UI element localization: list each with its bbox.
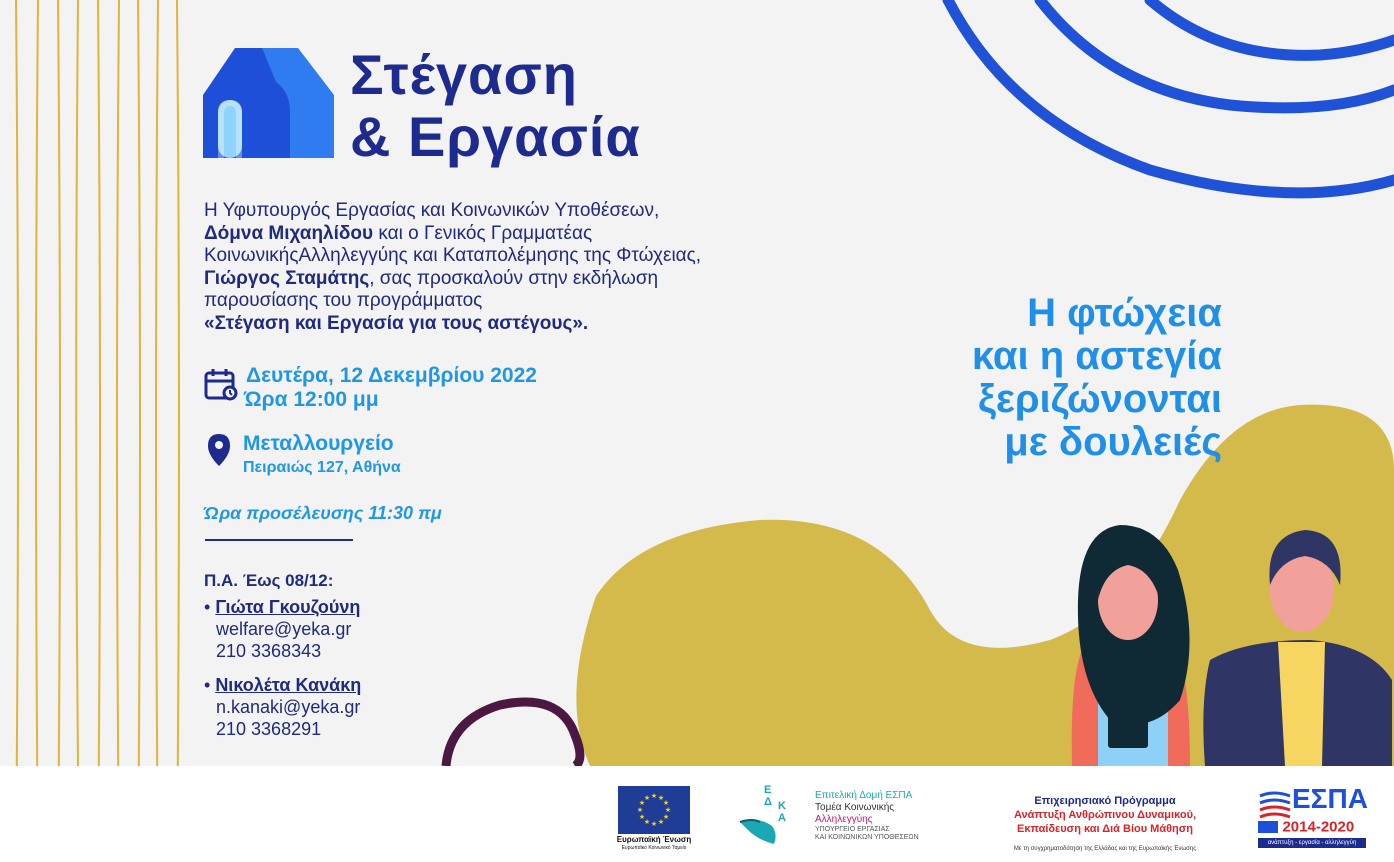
contact-phone: 210 3368291 <box>216 719 322 739</box>
svg-text:★: ★ <box>650 820 658 828</box>
op-line-3: Εκπαίδευση και Διά Βίου Μάθηση <box>1016 823 1194 835</box>
eda-letter: Ε <box>764 784 772 796</box>
intro-line-4-rest: , σας προσκαλούν στην εκδήλωση <box>369 267 659 289</box>
svg-text:★: ★ <box>657 818 665 826</box>
intro-line-1: Η Υφυπουργός Εργασίας και Κοινωνικών Υποθέσεων, <box>204 200 660 221</box>
eu-flag-logo <box>618 786 690 834</box>
op-line-2: Ανάπτυξη Ανθρώπινου Δυναμικού, <box>1013 809 1197 821</box>
espa-waves-icon <box>1258 788 1292 822</box>
eda-line-5: ΚΑΙ ΚΟΙΝΩΝΙΚΩΝ ΥΠΟΘΕΣΕΩΝ <box>815 834 919 841</box>
program-title-text: «Στέγαση και Εργασία για τους αστέγους». <box>204 312 589 334</box>
svg-text:★: ★ <box>657 794 665 802</box>
eu-label: Ευρωπαϊκή Ένωση <box>616 835 692 844</box>
plum-loop <box>446 702 580 766</box>
title-line-1: Στέγαση <box>350 43 578 106</box>
divider <box>205 539 353 541</box>
eda-logo <box>738 782 808 848</box>
bullet: • <box>204 597 216 617</box>
slogan-line-4: με δουλειές <box>1004 420 1222 464</box>
contact-email[interactable]: n.kanaki@yeka.gr <box>216 697 361 717</box>
eda-line-4: ΥΠΟΥΡΓΕΙΟ ΕΡΓΑΣΙΑΣ <box>815 826 890 833</box>
contact-name: Γιώτα Γκουζούνη <box>215 597 361 617</box>
svg-text:★: ★ <box>638 813 646 821</box>
eu-sublabel: Ευρωπαϊκό Κοινωνικό Ταμείο <box>621 845 687 851</box>
event-date: Δευτέρα, 12 Δεκεμβρίου 2022 <box>246 364 537 387</box>
eda-text <box>815 790 919 842</box>
contact-1 <box>204 596 360 662</box>
svg-text:★: ★ <box>650 792 658 800</box>
secretary-name: Γιώργος Σταμάτης <box>204 267 370 289</box>
svg-text:★: ★ <box>664 806 672 814</box>
espa-years: 2014-2020 <box>1282 818 1355 836</box>
rsvp-heading: Π.Α. Έως 08/12: <box>204 571 334 590</box>
event-venue <box>243 432 401 480</box>
op-line-1: Επιχειρησιακό Πρόγραμμα <box>1034 795 1176 807</box>
slogan-line-3: ξεριζώνονται <box>978 377 1222 421</box>
greek-flag-icon <box>1258 821 1278 833</box>
svg-text:★: ★ <box>636 806 644 814</box>
intro-line-4 <box>204 268 844 291</box>
eda-line-1: Επιτελική Δομή ΕΣΠΑ <box>815 790 913 801</box>
slogan <box>880 292 1222 464</box>
page-title <box>350 44 641 168</box>
blue-swirls <box>948 0 1394 193</box>
eda-letter: Κ <box>778 800 786 812</box>
svg-text:★: ★ <box>638 799 646 807</box>
contact-name: Νικολέτα Κανάκη <box>215 675 362 695</box>
contact-email[interactable]: welfare@yeka.gr <box>216 619 352 639</box>
event-datetime <box>246 364 537 412</box>
intro-line-3: ΚοινωνικήςΑλληλεγγύης και Καταπολέμησης της Φτώχειας, <box>204 245 702 267</box>
event-time: Ώρα 12:00 μμ <box>244 388 379 411</box>
espa-tagline: ανάπτυξη - εργασία - αλληλεγγύη <box>1258 838 1366 848</box>
calendar-clock-icon <box>206 369 236 399</box>
wave-icon <box>738 782 808 848</box>
woman-illustration <box>1072 525 1190 766</box>
intro-line-5: παρουσίασης του προγράμματος <box>204 290 483 312</box>
gold-stripes <box>16 0 179 862</box>
title-line-2: & Εργασία <box>350 105 641 168</box>
eda-line-2: Τομέα Κοινωνικής <box>815 802 895 813</box>
invitation-text <box>204 200 844 336</box>
svg-text:★: ★ <box>643 794 651 802</box>
espa-title: ΕΣΠΑ <box>1292 783 1368 814</box>
slogan-line-2: και η αστεγία <box>971 334 1222 378</box>
svg-text:★: ★ <box>662 799 670 807</box>
svg-text:★: ★ <box>643 818 651 826</box>
eda-line-3: Αλληλεγγύης <box>815 814 873 825</box>
bullet: • <box>204 675 216 695</box>
arrival-time: Ώρα προσέλευσης 11:30 πμ <box>204 503 442 523</box>
eda-letter: Α <box>778 812 786 824</box>
eda-letter: Δ <box>764 796 772 808</box>
svg-text:★: ★ <box>662 813 670 821</box>
intro-line-2-rest: και ο Γενικός Γραμματέας <box>373 222 593 244</box>
program-title <box>204 313 844 336</box>
map-pin-icon <box>208 434 230 466</box>
contact-2 <box>204 674 361 740</box>
minister-name: Δόμνα Μιχαηλίδου <box>204 222 374 244</box>
venue-name: Μεταλλουργείο <box>243 432 394 455</box>
venue-address: Πειραιώς 127, Αθήνα <box>243 459 401 476</box>
eu-caption <box>606 836 702 852</box>
eu-stars-icon <box>618 786 690 834</box>
operational-programme <box>990 794 1220 856</box>
house-logo-icon <box>203 48 334 158</box>
contact-phone: 210 3368343 <box>216 641 322 661</box>
op-sub: Με τη συγχρηματοδότηση της Ελλάδας και της Ευρωπαϊκής Ένωσης <box>1013 846 1197 852</box>
intro-line-2 <box>204 223 844 246</box>
slogan-line-1: Η φτώχεια <box>1027 291 1222 335</box>
